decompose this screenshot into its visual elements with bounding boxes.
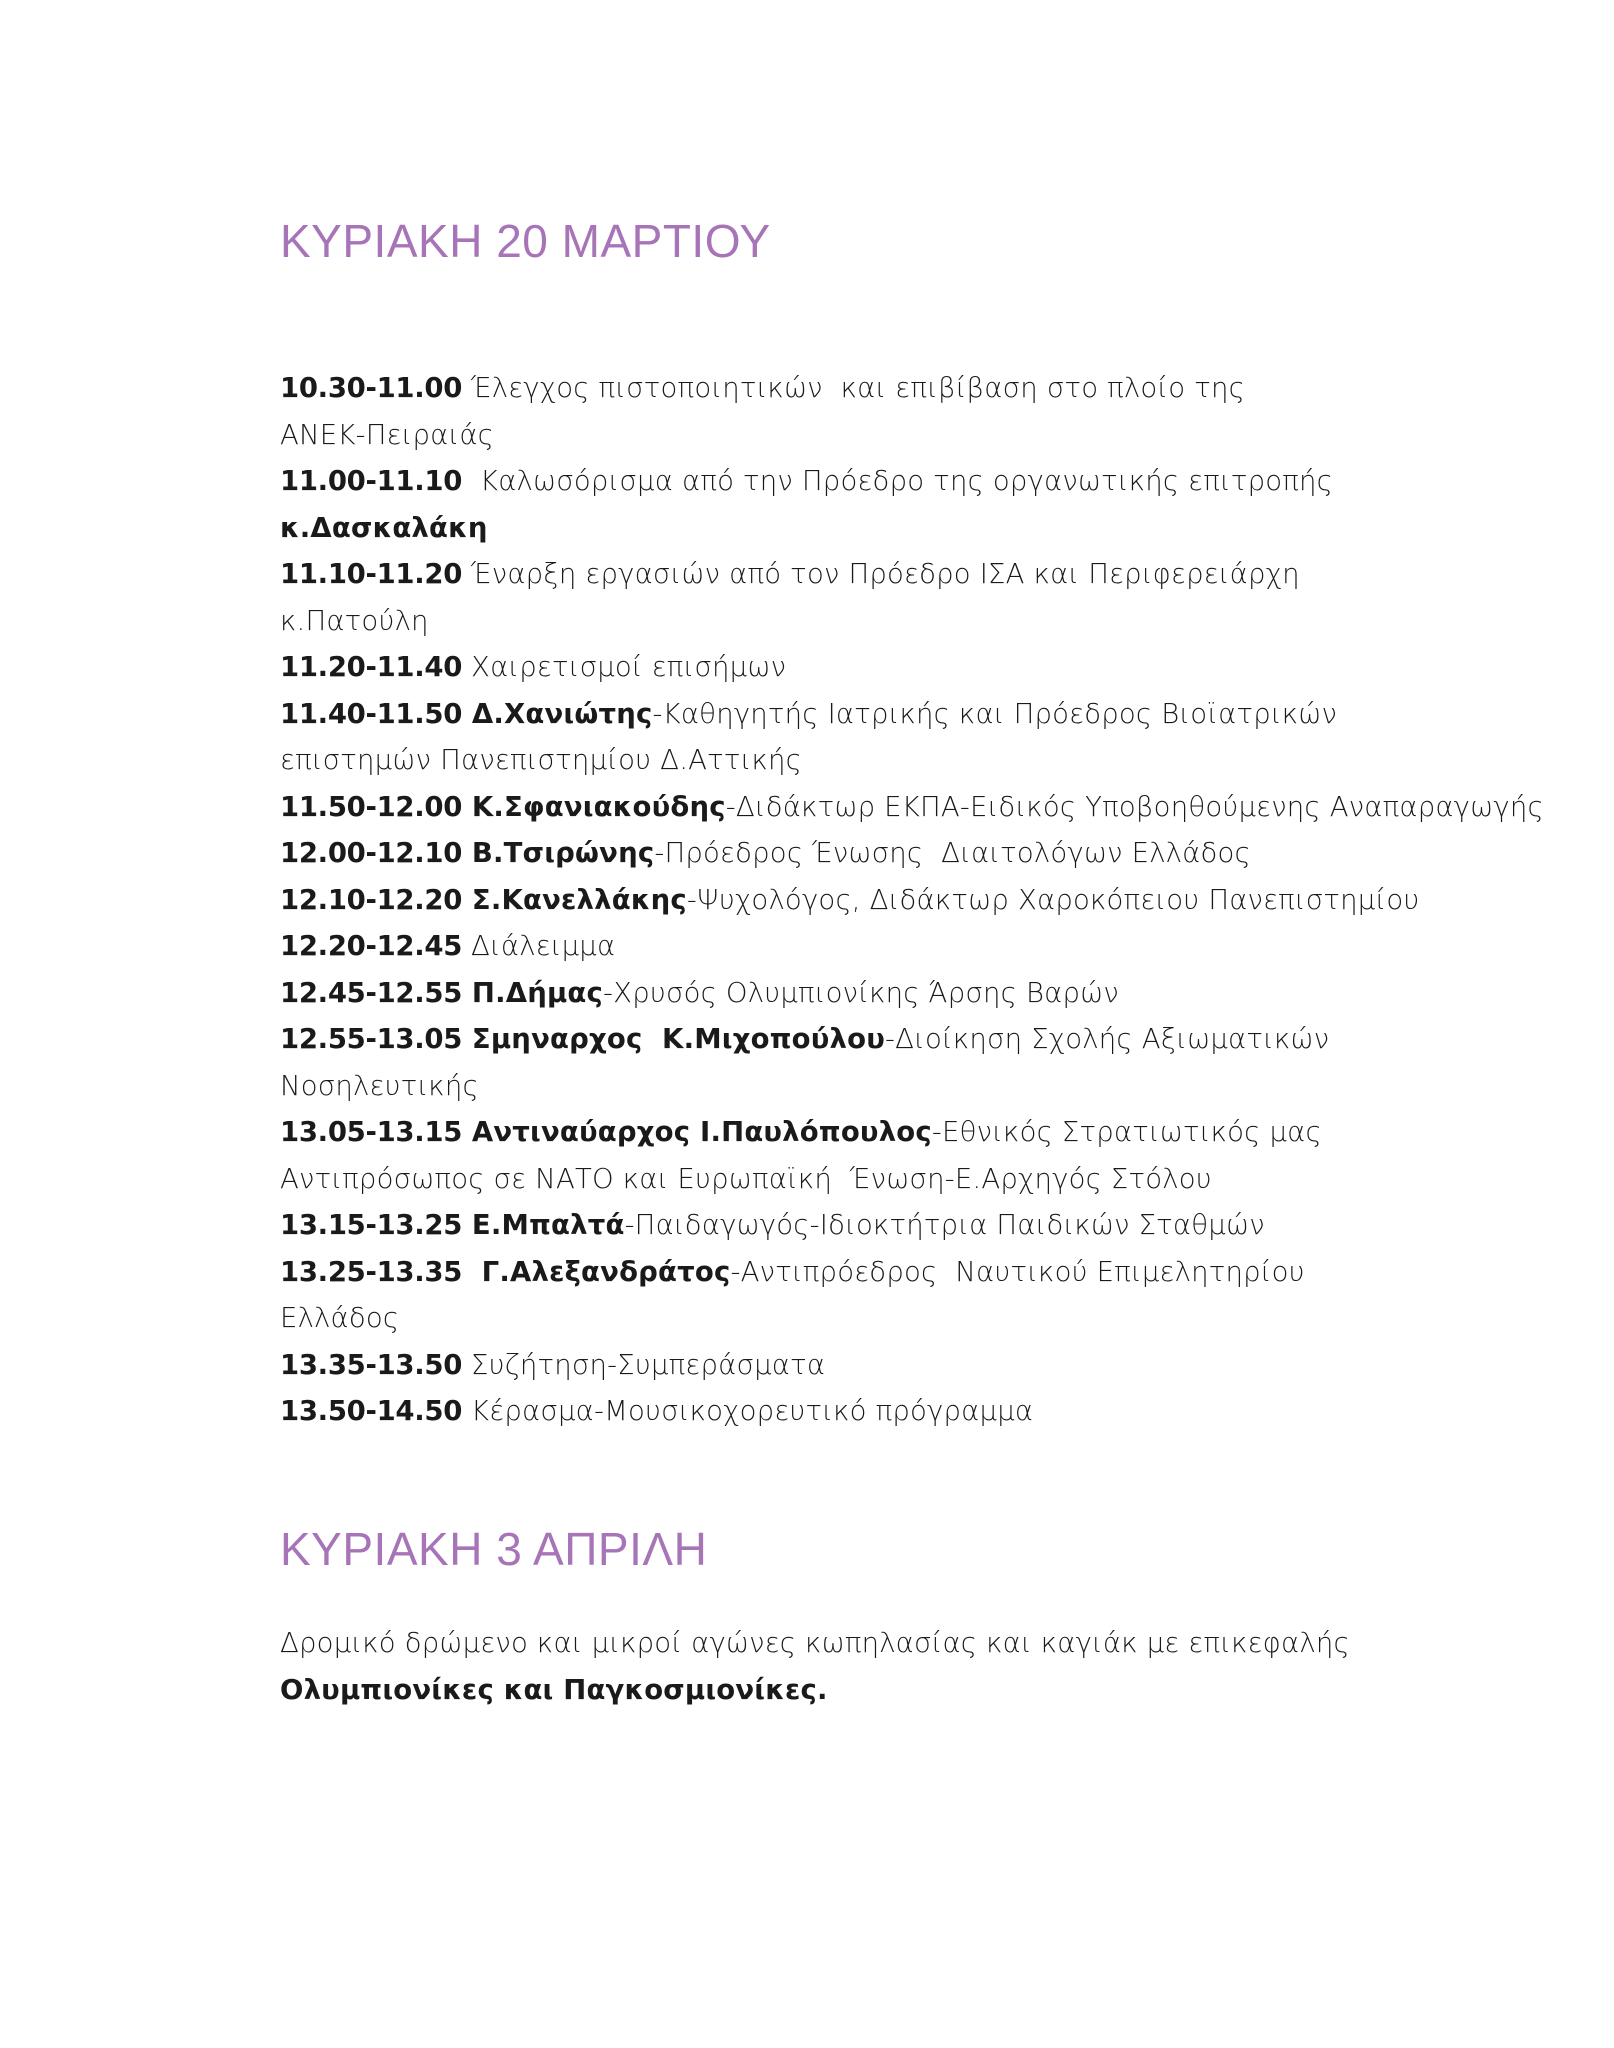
line-text: -Εθνικός Στρατιωτικός μας [931,1116,1322,1148]
speaker-name: Κ.Σφανιακούδης [462,790,726,823]
schedule-time: 11.20-11.40 [280,651,463,683]
line-text: -Ψυχολόγος, Διδάκτωρ Χαροκόπειου Πανεπιστημίου [686,883,1420,916]
line-text: -Αντιπρόεδρος Ναυτικού Επιμελητηρίου [730,1255,1305,1288]
schedule-time: 11.00-11.10 [280,465,463,497]
schedule-time: 13.35-13.50 [280,1348,463,1381]
line-text: επιστημών Πανεπιστημίου Δ.Αττικής [280,744,803,776]
speaker-name: Π.Δήμας [462,976,604,1009]
line-text: Κέρασμα-Μουσικοχορευτικό πρόγραμμα [462,1395,1034,1427]
line-text: Νοσηλευτικής [280,1069,479,1102]
schedule-line [280,1063,1600,1110]
schedule-time: 11.50-12.00 [280,790,463,823]
schedule-list [280,365,1600,1435]
line-text: -Διοίκηση Σχολής Αξιωματικών [885,1023,1330,1055]
line-text: Αντιπρόσωπος σε ΝΑΤΟ και Ευρωπαϊκή Ένωση-Ε.Αρχηγός Στόλου [280,1162,1212,1195]
schedule-line [280,1202,1600,1249]
speaker-name: Β.Τσιρώνης [462,837,655,869]
schedule-line [280,1620,1600,1667]
schedule-line [280,365,1600,412]
schedule-line [280,1388,1600,1435]
section-heading-march: ΚΥΡΙΑΚΗ 20 ΜΑΡΤΙΟΥ [280,215,771,267]
schedule-line [280,1109,1600,1156]
schedule-line [280,1295,1600,1342]
line-text: -Καθηγητής Ιατρικής και Πρόεδρος Βιοϊατρικών [652,697,1338,730]
line-text: Έλεγχος πιστοποιητικών και επιβίβαση στο πλοίο της [462,372,1245,404]
line-text: Χαιρετισμοί επισήμων [462,651,787,683]
line-text: -Χρυσός Ολυμπιονίκης Άρσης Βαρών [603,976,1119,1009]
schedule-line [280,1016,1600,1063]
schedule-line [280,830,1600,877]
line-text: ΑΝΕΚ-Πειραιάς [280,418,495,451]
line-text: Έναρξη εργασιών από τον Πρόεδρο ΙΣΑ και Περιφερειάρχη [462,558,1300,590]
line-text: -Διδάκτωρ ΕΚΠΑ-Ειδικός Υποβοηθούμενης Αναπαραγωγής [725,790,1544,823]
speaker-name: Αντιναύαρχος Ι.Παυλόπουλος [462,1116,932,1148]
schedule-time: 12.20-12.45 [280,930,463,962]
line-text: Συζήτηση-Συμπεράσματα [462,1348,826,1381]
schedule-line [280,970,1600,1017]
schedule-time: 11.40-11.50 [280,697,463,730]
schedule-time: 12.00-12.10 [280,837,463,869]
schedule-time: 11.10-11.20 [280,558,463,590]
schedule-line [280,1156,1600,1203]
schedule-time: 12.55-13.05 [280,1023,463,1055]
schedule-line [280,644,1600,691]
schedule-line [280,923,1600,970]
schedule-line [280,1342,1600,1389]
schedule-time: 13.15-13.25 [280,1209,463,1241]
speaker-name: Δ.Χανιώτης [462,697,653,730]
schedule-time: 13.50-14.50 [280,1395,463,1427]
schedule-line [280,551,1600,598]
schedule-line [280,737,1600,784]
line-text: κ.Πατούλη [280,604,429,637]
schedule-line [280,784,1600,831]
schedule-line [280,458,1600,505]
speaker-name: Σμηναρχος Κ.Μιχοπούλου [462,1023,886,1055]
section-heading-april: ΚΥΡΙΑΚΗ 3 ΑΠΡΙΛΗ [280,1523,708,1575]
schedule-line [280,691,1600,738]
schedule-line [280,877,1600,924]
line-text: Διάλειμμα [462,930,616,962]
line-text: -Παιδαγωγός-Ιδιοκτήτρια Παιδικών Σταθμών [624,1209,1265,1241]
schedule-time: 12.45-12.55 [280,976,463,1009]
schedule-line [280,1667,1600,1714]
schedule-line [280,598,1600,645]
line-text: Ελλάδος [280,1302,400,1334]
schedule-line [280,412,1600,459]
line-text: Δρομικό δρώμενο και μικροί αγώνες κωπηλασίας και καγιάκ με επικεφαλής [280,1627,1350,1659]
speaker-name: Γ.Αλεξανδράτος [462,1255,731,1288]
schedule-line [280,1249,1600,1296]
schedule-time: 13.25-13.35 [280,1255,463,1288]
line-text: -Πρόεδρος Ένωσης Διαιτολόγων Ελλάδος [654,837,1251,869]
schedule-time: 13.05-13.15 [280,1116,463,1148]
schedule-time: 12.10-12.20 [280,883,463,916]
speaker-name: Σ.Κανελλάκης [462,883,687,916]
event-description [280,1620,1600,1713]
speaker-name: Ε.Μπαλτά [462,1209,625,1241]
line-text: Καλωσόρισμα από την Πρόεδρο της οργανωτικής επιτροπής [462,465,1334,497]
speaker-name: κ.Δασκαλάκη [280,511,488,544]
speaker-name: Ολυμπιονίκες και Παγκοσμιονίκες. [280,1673,828,1706]
schedule-line [280,505,1600,552]
schedule-time: 10.30-11.00 [280,372,463,404]
